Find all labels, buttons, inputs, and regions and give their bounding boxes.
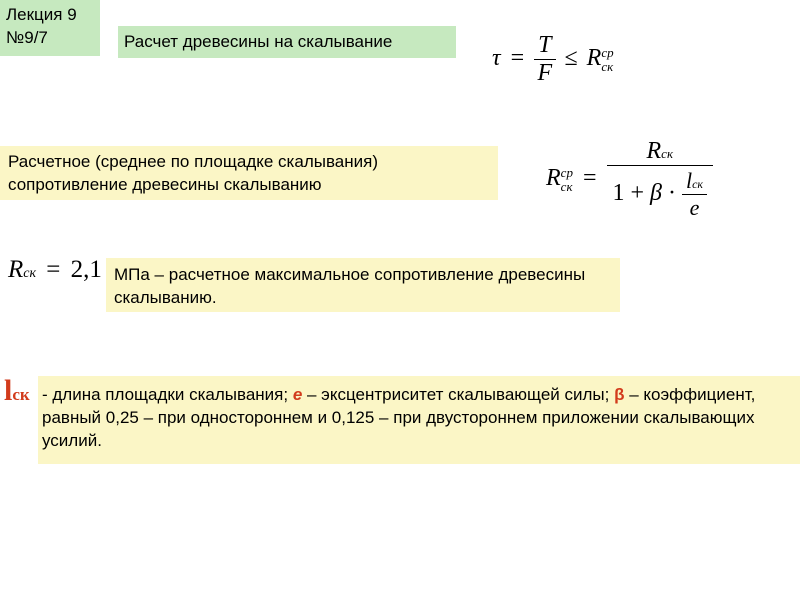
- denominator: [607, 166, 714, 221]
- equals-sign: =: [46, 256, 61, 283]
- l-sk-symbol: [4, 374, 30, 408]
- slide-title: [118, 26, 456, 58]
- dot-operator: ·: [667, 180, 676, 207]
- l-letter: l: [4, 374, 13, 407]
- r-superscript: ср: [560, 164, 573, 180]
- l-symbol: l: [685, 168, 693, 193]
- max-resistance-box: [106, 258, 620, 312]
- less-equal-sign: ≤: [564, 45, 578, 72]
- equals-sign: =: [582, 165, 597, 192]
- fraction-t-over-f: [534, 32, 555, 87]
- resistance-value: 2,1: [70, 256, 102, 283]
- numerator-t: T: [534, 32, 555, 60]
- slide-number: №9/7: [6, 28, 48, 47]
- definition-part-2: – эксцентриситет скалывающей силы;: [302, 385, 615, 404]
- r-symbol: R: [8, 256, 24, 283]
- formula-shear-stress: [492, 32, 614, 87]
- definition-part-1: - длина площадки скалывания;: [42, 385, 293, 404]
- formula-average-resistance: [546, 138, 713, 221]
- equals-sign: =: [510, 45, 525, 72]
- l-subscript: ск: [12, 385, 30, 404]
- slide-title-text: Расчет древесины на скалывание: [124, 32, 393, 51]
- denominator-f: F: [537, 60, 553, 86]
- l-subscript: ск: [692, 177, 704, 191]
- beta-symbol: β: [650, 180, 662, 207]
- tau-symbol: τ: [492, 45, 501, 72]
- r-subscript: ск: [601, 58, 614, 74]
- r-subscript: ск: [23, 266, 37, 281]
- fraction-resistance: [607, 138, 714, 221]
- beta-symbol: β: [614, 385, 625, 404]
- numerator-r: [607, 138, 714, 166]
- numerator-r-symbol: R: [646, 138, 662, 164]
- fraction-l-over-e: [682, 168, 707, 221]
- definitions-box: [38, 376, 800, 464]
- r-symbol: R: [546, 165, 561, 192]
- design-resistance-box: [0, 146, 498, 200]
- max-resistance-text: МПа – расчетное максимальное сопротивление древесины скалыванию.: [114, 265, 586, 307]
- one-plus: 1 +: [612, 180, 651, 207]
- r-symbol: R: [586, 45, 602, 72]
- lecture-label: [0, 0, 100, 56]
- numerator-l: [682, 168, 707, 195]
- lecture-number: Лекция 9: [6, 5, 77, 24]
- definition-part-3: – коэффициент, равный 0,25 – при одностороннем и 0,125 – при двустороннем приложении скалывающих усилий.: [42, 385, 756, 450]
- e-symbol: е: [292, 385, 303, 404]
- numerator-r-subscript: ск: [661, 146, 674, 161]
- design-resistance-text: Расчетное (среднее по площадке скалывания) сопротивление древесины скалыванию: [8, 152, 378, 194]
- denominator-e: e: [689, 195, 700, 220]
- formula-max-resistance: [8, 256, 102, 284]
- r-superscript: ср: [601, 44, 614, 60]
- r-subscript: ск: [560, 178, 573, 194]
